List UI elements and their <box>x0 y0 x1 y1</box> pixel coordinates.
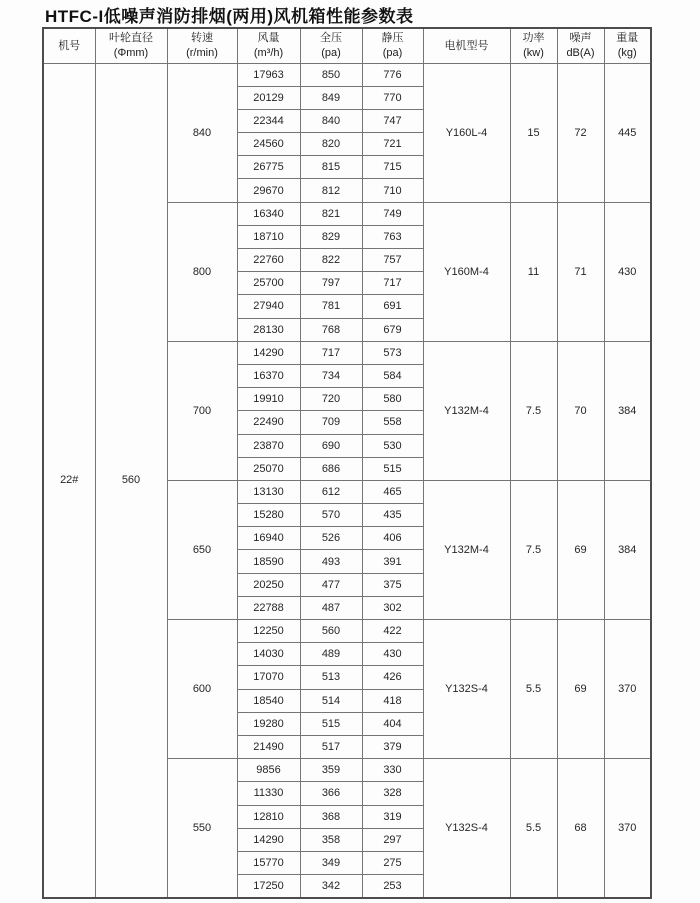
cell-static-pressure: 776 <box>362 63 423 86</box>
cell-weight: 384 <box>604 341 651 480</box>
cell-static-pressure: 573 <box>362 341 423 364</box>
cell-static-pressure: 319 <box>362 805 423 828</box>
cell-speed: 550 <box>167 759 237 898</box>
cell-total-pressure: 513 <box>300 666 362 689</box>
col-header-total-pressure: 全压 (pa) <box>300 28 362 63</box>
cell-static-pressure: 679 <box>362 318 423 341</box>
cell-total-pressure: 690 <box>300 434 362 457</box>
col-header-impeller-diameter: 叶轮直径 (Φmm) <box>95 28 167 63</box>
cell-air-volume: 21490 <box>237 735 300 758</box>
cell-air-volume: 27940 <box>237 295 300 318</box>
cell-speed: 650 <box>167 480 237 619</box>
cell-static-pressure: 328 <box>362 782 423 805</box>
cell-air-volume: 18710 <box>237 225 300 248</box>
cell-static-pressure: 379 <box>362 735 423 758</box>
cell-weight: 370 <box>604 759 651 898</box>
cell-speed: 600 <box>167 620 237 759</box>
cell-air-volume: 12250 <box>237 620 300 643</box>
cell-speed: 840 <box>167 63 237 202</box>
cell-static-pressure: 465 <box>362 480 423 503</box>
cell-air-volume: 17070 <box>237 666 300 689</box>
cell-speed: 700 <box>167 341 237 480</box>
cell-static-pressure: 717 <box>362 272 423 295</box>
cell-static-pressure: 530 <box>362 434 423 457</box>
page-title: HTFC-I低噪声消防排烟(两用)风机箱性能参数表 <box>45 7 414 26</box>
cell-power: 7.5 <box>510 341 557 480</box>
cell-static-pressure: 297 <box>362 828 423 851</box>
cell-air-volume: 25070 <box>237 457 300 480</box>
col-header-air-volume: 风量 (m³/h) <box>237 28 300 63</box>
cell-total-pressure: 820 <box>300 133 362 156</box>
cell-total-pressure: 840 <box>300 109 362 132</box>
cell-weight: 370 <box>604 620 651 759</box>
cell-total-pressure: 768 <box>300 318 362 341</box>
cell-air-volume: 20129 <box>237 86 300 109</box>
cell-static-pressure: 253 <box>362 875 423 898</box>
cell-total-pressure: 366 <box>300 782 362 805</box>
cell-total-pressure: 487 <box>300 596 362 619</box>
cell-air-volume: 11330 <box>237 782 300 805</box>
cell-air-volume: 25700 <box>237 272 300 295</box>
cell-power: 5.5 <box>510 759 557 898</box>
cell-total-pressure: 358 <box>300 828 362 851</box>
cell-total-pressure: 686 <box>300 457 362 480</box>
cell-air-volume: 9856 <box>237 759 300 782</box>
cell-air-volume: 13130 <box>237 480 300 503</box>
cell-static-pressure: 757 <box>362 249 423 272</box>
cell-air-volume: 22490 <box>237 411 300 434</box>
col-header-speed: 转速 (r/min) <box>167 28 237 63</box>
cell-total-pressure: 815 <box>300 156 362 179</box>
cell-static-pressure: 580 <box>362 388 423 411</box>
cell-total-pressure: 734 <box>300 364 362 387</box>
cell-air-volume: 22760 <box>237 249 300 272</box>
cell-noise: 69 <box>557 620 604 759</box>
cell-total-pressure: 709 <box>300 411 362 434</box>
cell-air-volume: 16340 <box>237 202 300 225</box>
cell-total-pressure: 717 <box>300 341 362 364</box>
cell-air-volume: 18540 <box>237 689 300 712</box>
cell-total-pressure: 570 <box>300 504 362 527</box>
cell-total-pressure: 359 <box>300 759 362 782</box>
cell-static-pressure: 426 <box>362 666 423 689</box>
cell-static-pressure: 558 <box>362 411 423 434</box>
cell-noise: 68 <box>557 759 604 898</box>
cell-static-pressure: 418 <box>362 689 423 712</box>
cell-air-volume: 15770 <box>237 851 300 874</box>
cell-static-pressure: 515 <box>362 457 423 480</box>
cell-total-pressure: 849 <box>300 86 362 109</box>
cell-total-pressure: 822 <box>300 249 362 272</box>
cell-static-pressure: 302 <box>362 596 423 619</box>
cell-total-pressure: 368 <box>300 805 362 828</box>
cell-total-pressure: 781 <box>300 295 362 318</box>
cell-static-pressure: 391 <box>362 550 423 573</box>
cell-static-pressure: 691 <box>362 295 423 318</box>
table-header <box>43 28 651 63</box>
cell-air-volume: 22344 <box>237 109 300 132</box>
cell-weight: 384 <box>604 480 651 619</box>
cell-noise: 70 <box>557 341 604 480</box>
cell-weight: 445 <box>604 63 651 202</box>
cell-total-pressure: 515 <box>300 712 362 735</box>
cell-total-pressure: 612 <box>300 480 362 503</box>
cell-air-volume: 19910 <box>237 388 300 411</box>
cell-static-pressure: 430 <box>362 643 423 666</box>
cell-motor-model: Y160L-4 <box>423 63 510 202</box>
cell-air-volume: 12810 <box>237 805 300 828</box>
cell-motor-model: Y132M-4 <box>423 480 510 619</box>
cell-total-pressure: 812 <box>300 179 362 202</box>
cell-motor-model: Y132S-4 <box>423 620 510 759</box>
cell-air-volume: 23870 <box>237 434 300 457</box>
header-row <box>43 28 651 63</box>
cell-air-volume: 15280 <box>237 504 300 527</box>
cell-total-pressure: 850 <box>300 63 362 86</box>
cell-total-pressure: 514 <box>300 689 362 712</box>
cell-air-volume: 29670 <box>237 179 300 202</box>
col-header-power: 功率 (kw) <box>510 28 557 63</box>
cell-total-pressure: 349 <box>300 851 362 874</box>
cell-total-pressure: 797 <box>300 272 362 295</box>
cell-air-volume: 14030 <box>237 643 300 666</box>
cell-air-volume: 19280 <box>237 712 300 735</box>
cell-weight: 430 <box>604 202 651 341</box>
cell-noise: 69 <box>557 480 604 619</box>
cell-air-volume: 14290 <box>237 341 300 364</box>
cell-static-pressure: 715 <box>362 156 423 179</box>
cell-air-volume: 26775 <box>237 156 300 179</box>
cell-static-pressure: 763 <box>362 225 423 248</box>
cell-static-pressure: 422 <box>362 620 423 643</box>
cell-air-volume: 20250 <box>237 573 300 596</box>
cell-air-volume: 24560 <box>237 133 300 156</box>
cell-static-pressure: 406 <box>362 527 423 550</box>
cell-power: 7.5 <box>510 480 557 619</box>
col-header-machine-no: 机号 <box>43 28 95 63</box>
cell-motor-model: Y160M-4 <box>423 202 510 341</box>
cell-noise: 72 <box>557 63 604 202</box>
cell-total-pressure: 829 <box>300 225 362 248</box>
cell-air-volume: 17963 <box>237 63 300 86</box>
cell-speed: 800 <box>167 202 237 341</box>
cell-air-volume: 14290 <box>237 828 300 851</box>
cell-air-volume: 18590 <box>237 550 300 573</box>
cell-static-pressure: 275 <box>362 851 423 874</box>
cell-power: 11 <box>510 202 557 341</box>
cell-noise: 71 <box>557 202 604 341</box>
cell-air-volume: 16370 <box>237 364 300 387</box>
cell-machine-no: 22# <box>43 63 95 898</box>
col-header-noise: 噪声 dB(A) <box>557 28 604 63</box>
cell-total-pressure: 342 <box>300 875 362 898</box>
cell-static-pressure: 710 <box>362 179 423 202</box>
cell-total-pressure: 493 <box>300 550 362 573</box>
cell-static-pressure: 770 <box>362 86 423 109</box>
col-header-motor-model: 电机型号 <box>423 28 510 63</box>
table-row <box>43 63 651 86</box>
cell-total-pressure: 489 <box>300 643 362 666</box>
cell-power: 15 <box>510 63 557 202</box>
cell-static-pressure: 747 <box>362 109 423 132</box>
cell-static-pressure: 375 <box>362 573 423 596</box>
cell-static-pressure: 584 <box>362 364 423 387</box>
table-body <box>43 63 651 898</box>
cell-power: 5.5 <box>510 620 557 759</box>
cell-air-volume: 28130 <box>237 318 300 341</box>
cell-air-volume: 22788 <box>237 596 300 619</box>
cell-static-pressure: 721 <box>362 133 423 156</box>
cell-total-pressure: 720 <box>300 388 362 411</box>
cell-total-pressure: 477 <box>300 573 362 596</box>
cell-air-volume: 16940 <box>237 527 300 550</box>
cell-motor-model: Y132S-4 <box>423 759 510 898</box>
cell-static-pressure: 749 <box>362 202 423 225</box>
cell-total-pressure: 526 <box>300 527 362 550</box>
cell-motor-model: Y132M-4 <box>423 341 510 480</box>
cell-static-pressure: 435 <box>362 504 423 527</box>
cell-impeller-diameter: 560 <box>95 63 167 898</box>
cell-static-pressure: 330 <box>362 759 423 782</box>
cell-total-pressure: 517 <box>300 735 362 758</box>
cell-static-pressure: 404 <box>362 712 423 735</box>
performance-table <box>42 27 652 899</box>
cell-total-pressure: 821 <box>300 202 362 225</box>
col-header-static-pressure: 静压 (pa) <box>362 28 423 63</box>
cell-air-volume: 17250 <box>237 875 300 898</box>
col-header-weight: 重量 (kg) <box>604 28 651 63</box>
cell-total-pressure: 560 <box>300 620 362 643</box>
